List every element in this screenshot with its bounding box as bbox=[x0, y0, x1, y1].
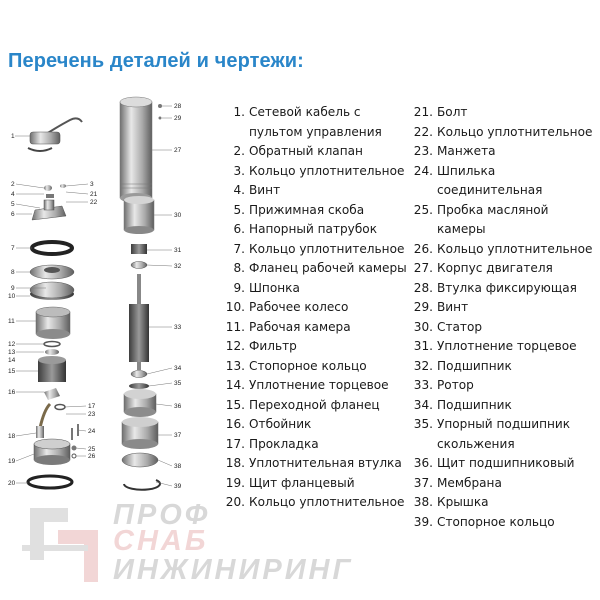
part-item: 19. Щит фланцевый bbox=[225, 475, 355, 490]
motor-housing bbox=[120, 97, 152, 203]
filter bbox=[36, 307, 70, 339]
callout-20: 20 bbox=[8, 480, 16, 487]
callout-27: 27 bbox=[174, 147, 182, 154]
callout-8: 8 bbox=[11, 269, 15, 276]
mechanical-seal-14 bbox=[45, 349, 59, 355]
callout-19: 19 bbox=[8, 458, 16, 465]
screw-29 bbox=[159, 117, 162, 120]
callout-12: 12 bbox=[8, 341, 16, 348]
callout-24: 24 bbox=[88, 428, 96, 435]
part-item: 24. Шпилька соединительная bbox=[413, 163, 543, 197]
part-item: 6. Напорный патрубок bbox=[233, 222, 378, 236]
callout-15: 15 bbox=[8, 368, 16, 375]
callout-28: 28 bbox=[174, 103, 182, 110]
callout-2: 2 bbox=[11, 181, 15, 188]
parts-list-left bbox=[222, 103, 417, 513]
callout-31: 31 bbox=[174, 247, 182, 254]
part-item: 30. Статор bbox=[413, 319, 483, 334]
check-valve bbox=[44, 184, 66, 198]
part-item: 10. Рабочее колесо bbox=[225, 300, 349, 314]
callout-4: 4 bbox=[11, 191, 15, 198]
part-item: 4. Винт bbox=[233, 183, 281, 197]
watermark-line-2: СНАБ bbox=[113, 525, 209, 557]
part-item: 35. Упорный подшипник скольжения bbox=[413, 417, 571, 451]
part-item: 12. Фильтр bbox=[225, 339, 297, 353]
part-item: 7. Кольцо уплотнительное bbox=[233, 241, 405, 256]
o-ring-7 bbox=[32, 242, 72, 254]
callout-10: 10 bbox=[8, 293, 16, 300]
part-item: 31. Уплотнение торцевое bbox=[413, 339, 577, 353]
bearing-34 bbox=[131, 371, 147, 378]
bearing-32 bbox=[131, 262, 147, 269]
part-item: 15. Переходной фланец bbox=[225, 397, 380, 412]
part-item: 11. Рабочая камера bbox=[225, 319, 351, 334]
part-item: 23. Манжета bbox=[413, 144, 496, 158]
cover bbox=[122, 453, 158, 467]
callout-3: 3 bbox=[90, 181, 94, 188]
part-item: 13. Стопорное кольцо bbox=[225, 358, 367, 373]
part-item: 27. Корпус двигателя bbox=[413, 261, 553, 275]
callout-26: 26 bbox=[88, 453, 96, 460]
callout-18: 18 bbox=[8, 433, 16, 440]
thrust-bearing bbox=[129, 383, 149, 389]
callout-1: 1 bbox=[11, 133, 15, 140]
bearing-shield bbox=[124, 389, 156, 417]
part-item: 38. Крышка bbox=[413, 495, 489, 509]
callout-38: 38 bbox=[174, 463, 182, 470]
part-item: 9. Шпонка bbox=[233, 280, 300, 295]
callout-37: 37 bbox=[174, 432, 182, 439]
rotor bbox=[129, 274, 149, 370]
callout-21: 21 bbox=[90, 191, 98, 198]
chamber-flange bbox=[30, 265, 74, 279]
logo-mark-icon bbox=[18, 500, 108, 590]
part-item: 33. Ротор bbox=[413, 378, 474, 392]
gasket bbox=[55, 405, 65, 410]
adapter-flange bbox=[38, 356, 66, 382]
part-item: 21. Болт bbox=[413, 105, 468, 119]
retaining-ring-39 bbox=[124, 480, 160, 490]
part-item: 25. Пробка масляной камеры bbox=[413, 202, 549, 236]
callout-16: 16 bbox=[8, 389, 16, 396]
mechanical-seal-31 bbox=[131, 244, 147, 254]
callout-35: 35 bbox=[174, 380, 182, 387]
callout-6: 6 bbox=[11, 211, 15, 218]
callout-36: 36 bbox=[174, 403, 182, 410]
pump-chamber bbox=[30, 282, 74, 298]
discharge-nozzle bbox=[32, 200, 66, 220]
part-item: 26. Кольцо уплотнительное bbox=[413, 241, 593, 256]
stator bbox=[124, 196, 154, 234]
callout-14: 14 bbox=[8, 357, 16, 364]
sealing-sleeve bbox=[36, 404, 50, 438]
callout-39: 39 bbox=[174, 483, 182, 490]
watermark-line-1: ПРОФ bbox=[113, 499, 211, 531]
part-item: 3. Кольцо уплотнительное bbox=[233, 163, 405, 178]
flange-shield bbox=[34, 439, 70, 465]
parts-list-right bbox=[413, 103, 600, 532]
part-item: 5. Прижимная скоба bbox=[233, 202, 365, 217]
watermark-line-3: ИНЖИНИРИНГ bbox=[113, 554, 354, 586]
callout-22: 22 bbox=[90, 199, 98, 206]
bolts-and-studs bbox=[72, 424, 79, 458]
callout-33: 33 bbox=[174, 324, 182, 331]
exploded-view-drawing bbox=[0, 88, 200, 508]
callout-32: 32 bbox=[174, 263, 182, 270]
o-ring-20 bbox=[28, 476, 72, 488]
callout-17: 17 bbox=[88, 403, 96, 410]
part-item: 14. Уплотнение торцевое bbox=[225, 378, 389, 392]
part-item: 34. Подшипник bbox=[413, 397, 512, 412]
callout-29: 29 bbox=[174, 115, 182, 122]
fixing-sleeve bbox=[158, 104, 162, 108]
part-item: 18. Уплотнительная втулка bbox=[225, 456, 402, 470]
callout-30: 30 bbox=[174, 212, 182, 219]
part-item: 17. Прокладка bbox=[225, 436, 319, 451]
page-title: Перечень деталей и чертежи: bbox=[8, 50, 304, 72]
part-item: 39. Стопорное кольцо bbox=[413, 514, 555, 529]
part-item: 22. Кольцо уплотнительное bbox=[413, 124, 593, 139]
callout-13: 13 bbox=[8, 349, 16, 356]
part-item: 8. Фланец рабочей камеры bbox=[233, 261, 407, 275]
callout-9: 9 bbox=[11, 285, 15, 292]
part-item: 29. Винт bbox=[413, 300, 469, 314]
part-item: 20. Кольцо уплотнительное bbox=[225, 495, 405, 509]
part-item: 28. Втулка фиксирующая bbox=[413, 280, 577, 295]
part-item: 37. Мембрана bbox=[413, 475, 502, 490]
part-item: 16. Отбойник bbox=[225, 417, 312, 431]
callout-11: 11 bbox=[8, 318, 15, 325]
cable-with-control-box bbox=[28, 118, 82, 151]
callout-34: 34 bbox=[174, 365, 182, 372]
part-item: 32. Подшипник bbox=[413, 358, 512, 373]
retaining-ring bbox=[44, 342, 60, 347]
callout-25: 25 bbox=[88, 446, 96, 453]
part-item: 1. Сетевой кабель с пультом управления bbox=[233, 105, 382, 139]
callout-5: 5 bbox=[11, 201, 15, 208]
callout-23: 23 bbox=[88, 411, 96, 418]
deflector bbox=[44, 388, 60, 400]
part-item: 36. Щит подшипниковый bbox=[413, 456, 575, 470]
membrane bbox=[122, 417, 158, 449]
part-item: 2. Обратный клапан bbox=[233, 144, 363, 158]
callout-7: 7 bbox=[11, 245, 15, 252]
